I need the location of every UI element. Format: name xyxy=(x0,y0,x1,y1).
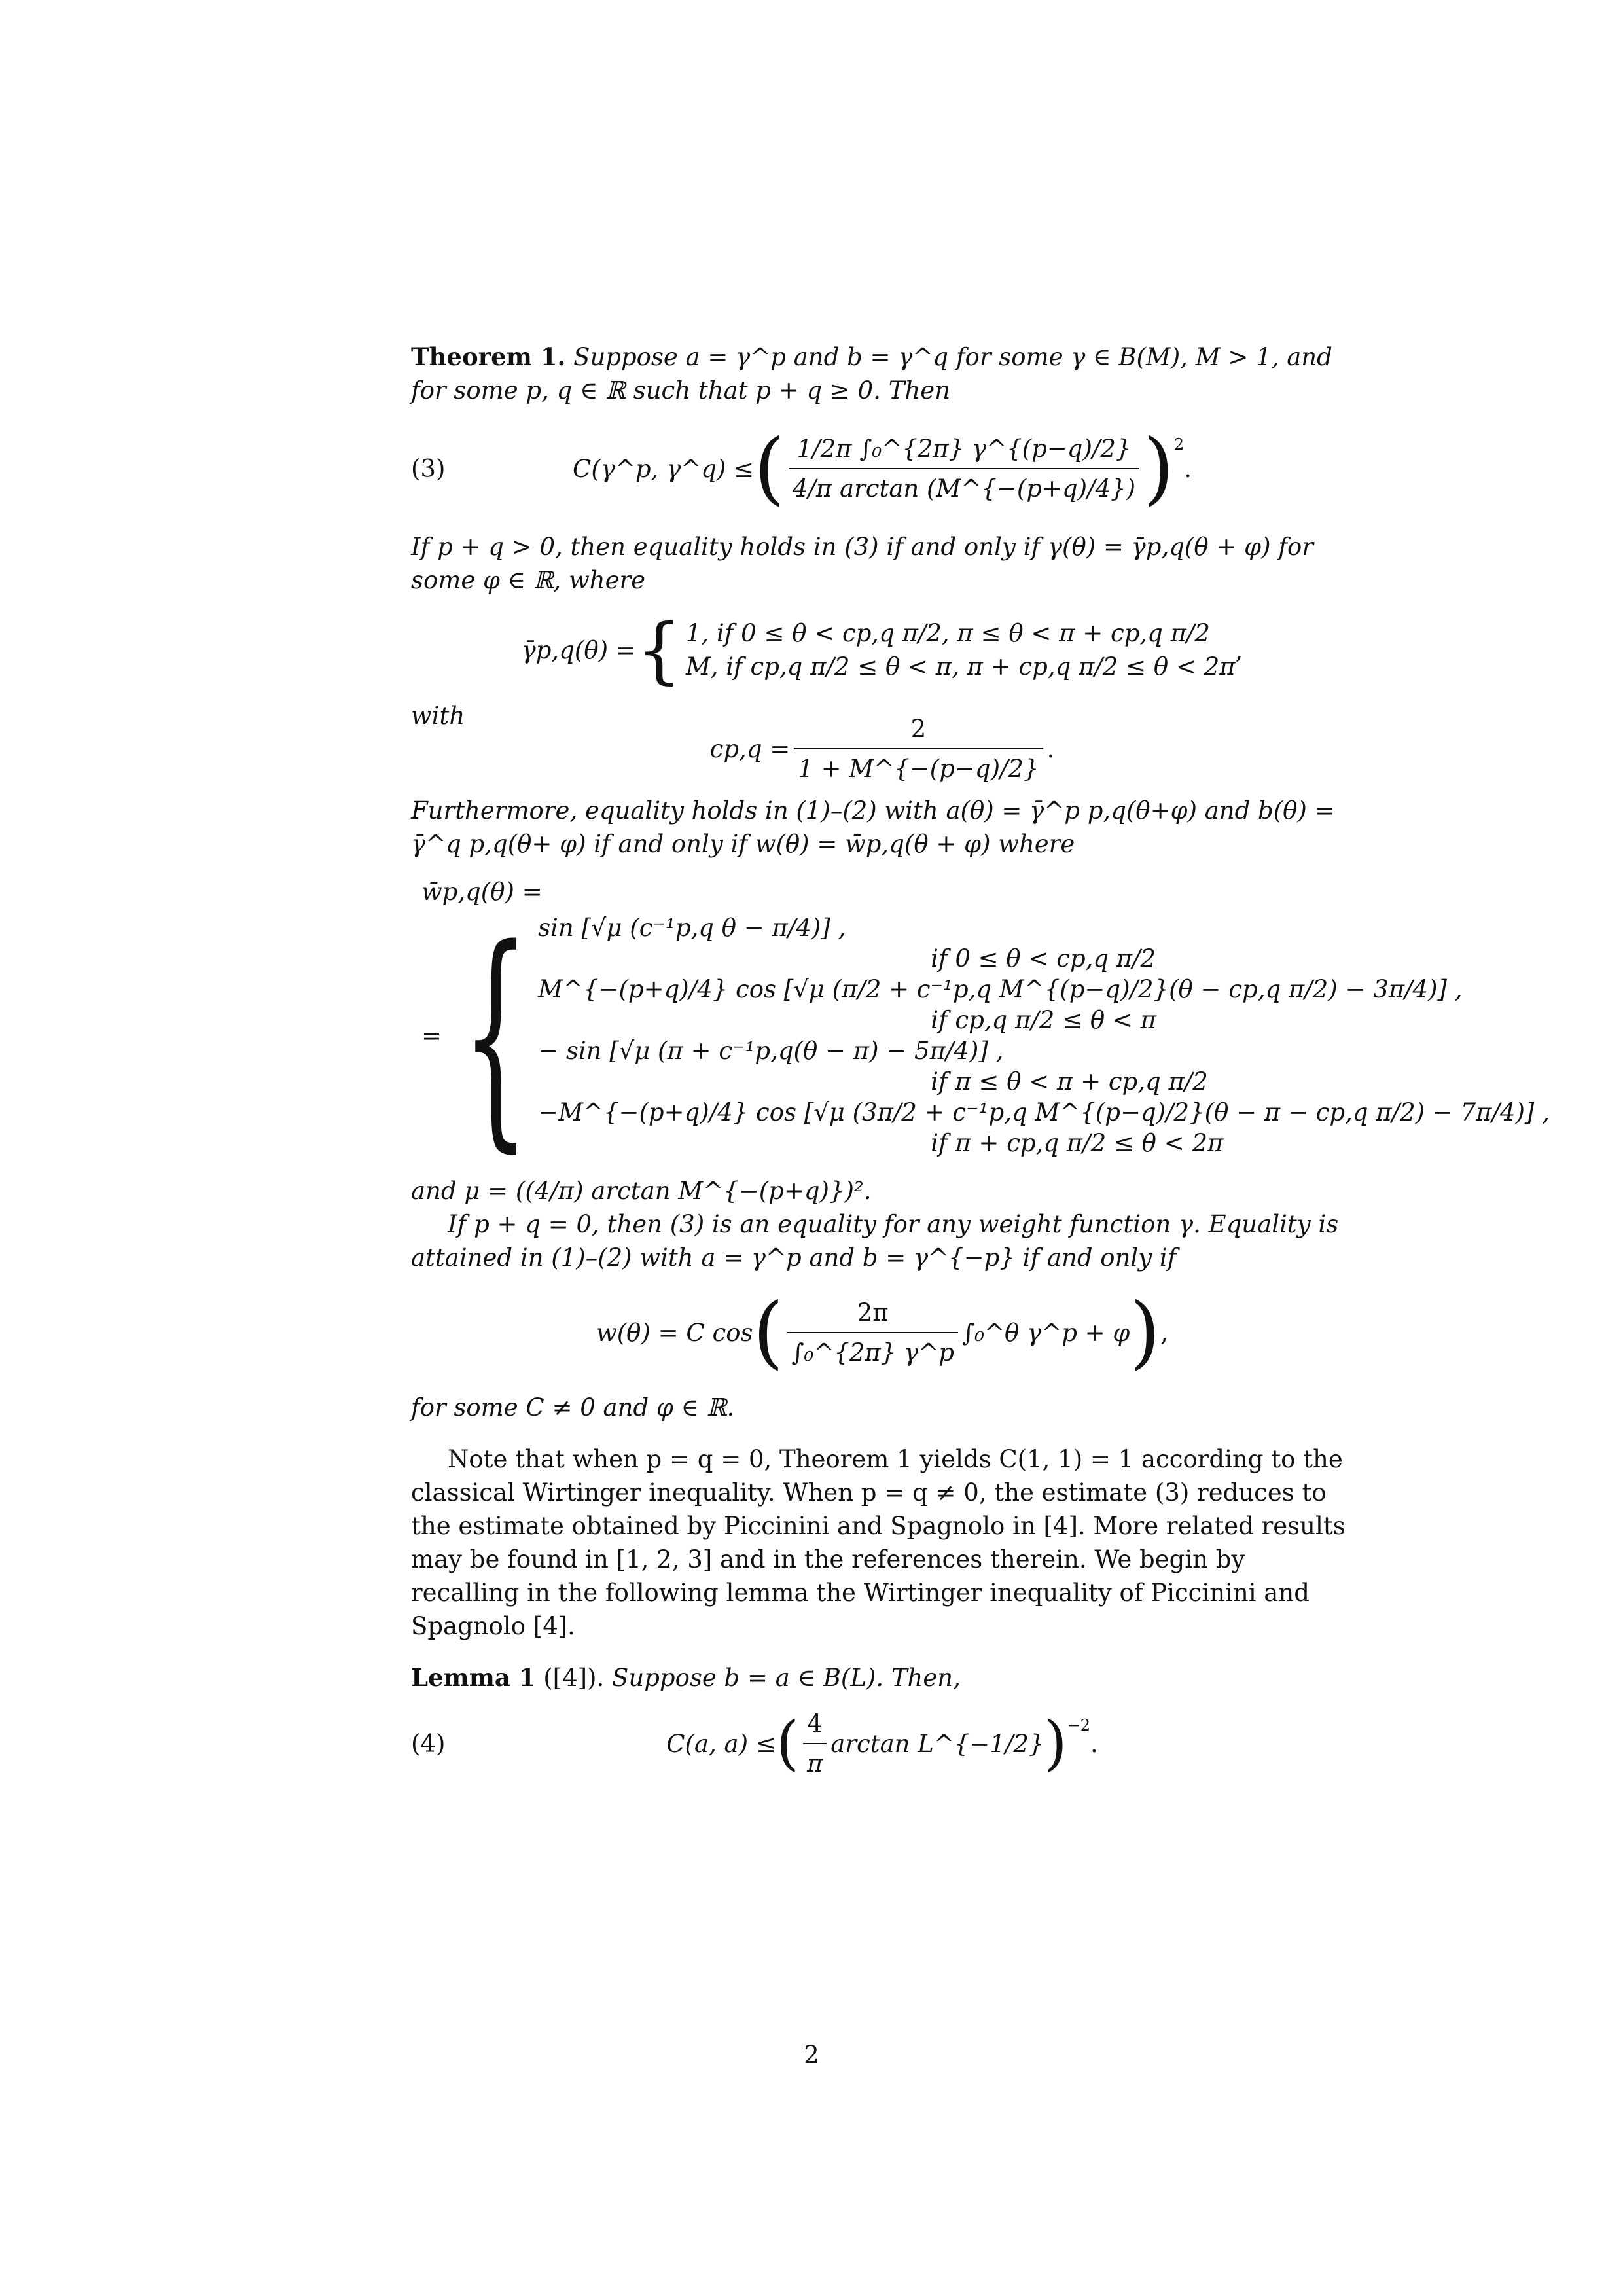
left-brace: { xyxy=(635,608,682,692)
gamma-bar-definition xyxy=(411,601,1353,699)
eq4-exponent: −2 xyxy=(1067,1716,1090,1734)
gamma-bar-case-2: M, if cp,q π/2 ≤ θ < π, π + cp,q π/2 ≤ θ < 2π xyxy=(685,653,1236,681)
wbar-cond-3: if π ≤ θ < π + cp,q π/2 xyxy=(931,1067,1208,1096)
period: . xyxy=(1046,734,1055,763)
page-number: 2 xyxy=(804,2041,819,2069)
eq4-denominator: π xyxy=(803,1743,827,1780)
wbar-lines xyxy=(538,912,1550,1158)
case-lines xyxy=(686,617,1236,683)
wbar-line-3: − sin [√μ (π + c⁻¹p,q(θ − π) − 5π/4)] , xyxy=(538,1037,1004,1065)
eq4-lhs: C(a, a) ≤ xyxy=(666,1729,776,1758)
equation-number: (3) xyxy=(411,454,446,483)
wbar-cond-4: if π + cp,q π/2 ≤ θ < 2π xyxy=(931,1129,1224,1157)
mu-definition: and μ = ((4/π) arctan M^{−(p+q)})². xyxy=(411,1177,872,1205)
eq3-lhs: C(γ^p, γ^q) ≤ xyxy=(573,454,755,483)
for-some-text: for some C ≠ 0 and φ ∈ ℝ. xyxy=(411,1393,735,1422)
equation-4 xyxy=(411,1701,1353,1786)
eq3-exponent: 2 xyxy=(1173,435,1185,454)
right-paren: ) xyxy=(1044,1709,1067,1778)
lemma-label: Lemma 1 xyxy=(411,1663,536,1692)
right-paren: ) xyxy=(1143,423,1174,514)
eq3-denominator: 4/π arctan (M^{−(p+q)/4}) xyxy=(789,468,1139,505)
eq4-rhs: arctan L^{−1/2} xyxy=(830,1729,1044,1758)
gamma-bar-cases xyxy=(635,608,1236,692)
lemma-citation: ([4]). xyxy=(543,1664,605,1692)
left-brace: { xyxy=(462,898,530,1172)
w-tail: ∫₀^θ γ^p + φ xyxy=(961,1318,1130,1347)
wbar-cases xyxy=(421,898,1550,1172)
left-paren: ( xyxy=(754,423,785,514)
with-label: with xyxy=(411,702,465,730)
comma: , xyxy=(1235,636,1243,664)
theorem-statement: Suppose a = γ^p and b = γ^q for some γ ∈ B(M), M > 1, and for some p, q ∈ ℝ such that p + q ≥ 0. Then xyxy=(411,343,1332,404)
cpq-definition xyxy=(411,713,1353,785)
lemma-1 xyxy=(411,1661,1353,1695)
cpq-numerator: 2 xyxy=(910,715,927,743)
wbar-lhs: w̄p,q(θ) = xyxy=(421,878,543,906)
w-lhs: w(θ) = C cos xyxy=(596,1318,753,1347)
furthermore-text: Furthermore, equality holds in (1)–(2) with a(θ) = γ̄^p p,q(θ+φ) and b(θ) = γ̄^q p,q(θ+ φ) if and only if w(θ) = w̄p,q(θ + φ) where xyxy=(411,797,1335,858)
wbar-definition xyxy=(411,875,1550,1172)
equals-sign: = xyxy=(421,1021,442,1050)
w-frac-numerator: 2π xyxy=(857,1299,889,1327)
wbar-cond-1: if 0 ≤ θ < cp,q π/2 xyxy=(931,944,1156,973)
eq4-numerator: 4 xyxy=(807,1710,823,1738)
wbar-line-4: −M^{−(p+q)/4} cos [√μ (3π/2 + c⁻¹p,q M^{(p−q)/2}(θ − π − cp,q π/2) − 7π/4)] , xyxy=(538,1098,1550,1126)
theorem-1 xyxy=(411,340,1353,407)
wbar-line-2: M^{−(p+q)/4} cos [√μ (π/2 + c⁻¹p,q M^{(p−q)/2}(θ − cp,q π/2) − 3π/4)] , xyxy=(538,975,1463,1003)
equation-3 xyxy=(411,416,1353,521)
page-body xyxy=(411,340,1550,1786)
theorem-label: Theorem 1. xyxy=(411,342,566,371)
equality-condition: If p + q > 0, then equality holds in (3) if and only if γ(θ) = γ̄p,q(θ + φ) for some φ ∈ ℝ, where xyxy=(411,533,1313,594)
w-fraction xyxy=(787,1296,958,1369)
wbar-line-1: sin [√μ (c⁻¹p,q θ − π/4)] , xyxy=(538,914,846,942)
left-paren: ( xyxy=(753,1287,784,1378)
period: . xyxy=(1090,1729,1098,1758)
eq4-fraction xyxy=(803,1707,827,1780)
cpq-fraction xyxy=(794,712,1043,785)
equation-number: (4) xyxy=(411,1729,446,1758)
eq3-numerator: 1/2π ∫₀^{2π} γ^{(p−q)/2} xyxy=(796,435,1132,463)
pq-zero-text: If p + q = 0, then (3) is an equality for any weight function γ. Equality is attained in (1)–(2) with a = γ^p and b = γ^{−p} if and only if xyxy=(411,1210,1339,1272)
w-frac-denominator: ∫₀^{2π} γ^p xyxy=(787,1332,958,1369)
right-paren: ) xyxy=(1130,1287,1161,1378)
gamma-bar-case-1: 1, if 0 ≤ θ < cp,q π/2, π ≤ θ < π + cp,q π/2 xyxy=(685,619,1210,647)
comma: , xyxy=(1160,1318,1168,1347)
w-equation xyxy=(411,1283,1353,1382)
cpq-denominator: 1 + M^{−(p−q)/2} xyxy=(794,748,1043,785)
cpq-lhs: cp,q = xyxy=(709,734,791,763)
wbar-cond-2: if cp,q π/2 ≤ θ < π xyxy=(931,1006,1156,1034)
left-paren: ( xyxy=(776,1709,799,1778)
gamma-bar-lhs: γ̄p,q(θ) = xyxy=(521,636,636,664)
eq3-fraction xyxy=(789,432,1139,505)
lemma-statement: Suppose b = a ∈ B(L). Then, xyxy=(612,1664,961,1692)
note-paragraph: Note that when p = q = 0, Theorem 1 yields C(1, 1) = 1 according to the classical Wirtinger inequality. When p = q ≠ 0, the estimate (3) reduces to the estimate obtained by Piccinini and Spagnolo in [4]. More related results may be found in [1, 2, 3] and in the references therein. We begin by recalling in the following lemma the Wirtinger inequality of Piccinini and Spagnolo [4]. xyxy=(411,1445,1346,1640)
period: . xyxy=(1184,454,1192,483)
